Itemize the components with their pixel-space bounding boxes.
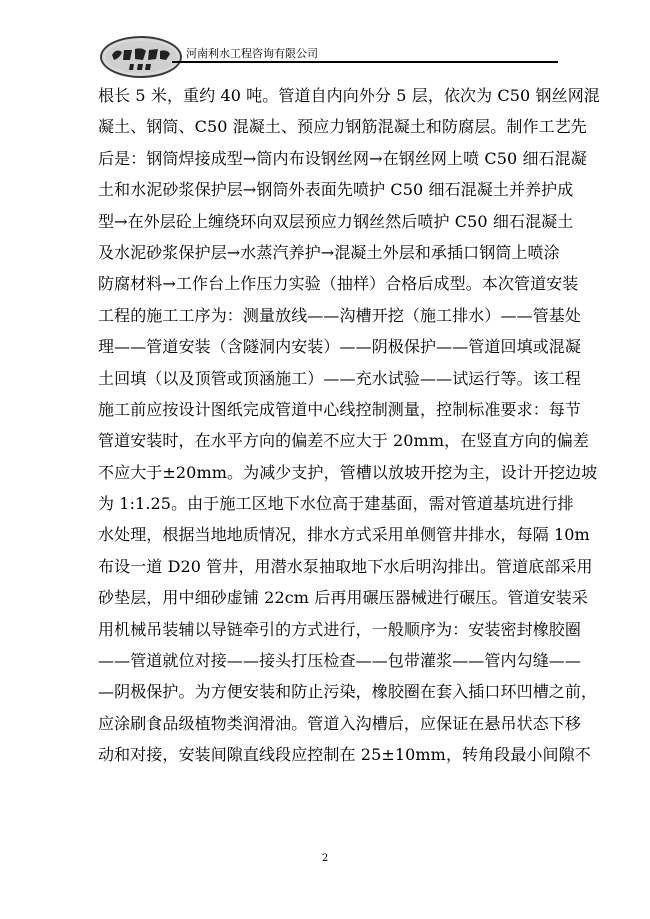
body-line: 动和对接，安装间隙直线段应控制在 25±10mm，转角段最小间隙不: [98, 745, 591, 765]
page-header: [0, 0, 650, 80]
body-line: 应涂刷食品级植物类润滑油。管道入沟槽后，应保证在悬吊状态下移: [98, 713, 582, 733]
body-line: 土回填（以及顶管或顶涵施工）——充水试验——试运行等。该工程: [98, 368, 582, 388]
body-line: —阴极保护。为方便安装和防止污染，橡胶圈在套入插口环凹槽之前，: [98, 682, 598, 702]
page-number: 2: [321, 853, 329, 864]
body-line: 施工前应按设计图纸完成管道中心线控制测量，控制标准要求：每节: [98, 399, 582, 419]
body-line: 砂垫层，用中细砂虚铺 22cm 后再用碾压器械进行碾压。管道安装采: [98, 588, 588, 608]
body-line: ——管道就位对接——接头打压检查——包带灌浆——管内勾缝——: [98, 651, 582, 671]
company-logo: [100, 36, 182, 78]
body-line: 型→在外层砼上缠绕环向双层预应力钢丝然后喷护 C50 细石混凝土: [98, 211, 574, 231]
body-line: 不应大于±20mm。为减少支护，管槽以放坡开挖为主，设计开挖边坡: [98, 462, 598, 482]
body-line: 土和水泥砂浆保护层→钢筒外表面先喷护 C50 细石混凝土并养护成: [98, 180, 574, 200]
body-line: 管道安装时，在水平方向的偏差不应大于 20mm，在竖直方向的偏差: [98, 431, 589, 451]
body-line: 为 1:1.25。由于施工区地下水位高于建基面，需对管道基坑进行排: [98, 494, 574, 514]
body-line: 根长 5 米，重约 40 吨。管道自内向外分 5 层，依次为 C50 钢丝网混: [98, 86, 600, 105]
body-line: 理——管道安装（含隧洞内安装）——阴极保护——管道回填或混凝: [98, 337, 582, 357]
body-line: 及水泥砂浆保护层→水蒸汽养护→混凝土外层和承插口钢筒上喷涂: [98, 242, 560, 262]
body-text: [98, 80, 600, 771]
header-rule: [172, 61, 558, 63]
body-line: 用机械吊装辅以导链牵引的方式进行，一般顺序为：安装密封橡胶圈: [98, 619, 582, 639]
body-line: 布设一道 D20 管井，用潜水泵抽取地下水后明沟排出。管道底部采用: [98, 556, 593, 576]
logo-emblem-icon: [102, 38, 180, 76]
body-line: 防腐材料→工作台上作压力实验（抽样）合格后成型。本次管道安装: [98, 274, 579, 294]
company-name: 河南利水工程咨询有限公司: [186, 47, 318, 60]
body-line: 凝土、钢筒、C50 混凝土、预应力钢筋混凝土和防腐层。制作工艺先: [98, 117, 587, 137]
body-line: 水处理，根据当地地质情况，排水方式采用单侧管井排水，每隔 10m: [98, 525, 590, 545]
body-line: 工程的施工工序为：测量放线——沟槽开挖（施工排水）——管基处: [98, 305, 582, 325]
body-line: 后是：钢筒焊接成型→筒内布设钢丝网→在钢丝网上喷 C50 细石混凝: [98, 148, 587, 168]
